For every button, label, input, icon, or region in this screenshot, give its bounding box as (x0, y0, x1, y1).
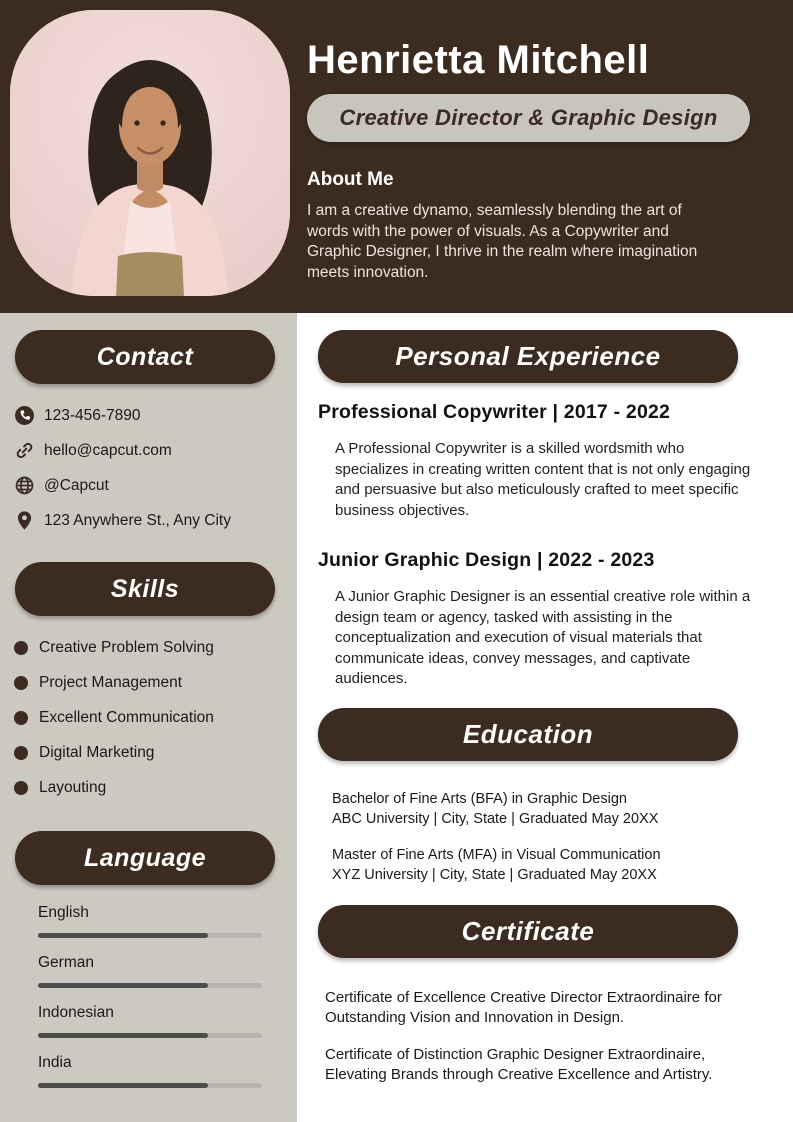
portrait-illustration (10, 10, 290, 296)
job-description-1: A Professional Copywriter is a skilled wordsmith who specializes in creating written content that is not only engaging and persuasive but also meticulously crafted to meet specific business objectives. (335, 440, 751, 519)
location-icon (14, 510, 35, 531)
contact-phone-text: 123-456-7890 (44, 406, 141, 424)
education-item-2 (332, 845, 793, 885)
dot-icon (14, 781, 28, 795)
job-title-label: Creative Director & Graphic Design (339, 105, 718, 130)
job-description-2: A Junior Graphic Designer is an essential creative role within a design team or agency, tasked with assisting in the conceptualization and execution of visual materials that communicate ideas, convey messages, and captivate audiences. (335, 588, 751, 687)
language-progress-track (38, 1033, 262, 1038)
education-school: ABC University | City, State | Graduated May 20XX (332, 810, 659, 827)
language-label: Indonesian (38, 1004, 114, 1021)
language-label: India (38, 1054, 72, 1071)
skills-list (14, 630, 297, 805)
language-item (38, 902, 262, 938)
contact-address-text: 123 Anywhere St., Any City (44, 511, 231, 529)
language-progress-track (38, 1083, 262, 1088)
dot-icon (14, 641, 28, 655)
contact-social-text: @Capcut (44, 476, 109, 494)
job-title-2: Junior Graphic Design | 2022 - 2023 (318, 549, 655, 571)
job-title-badge (307, 94, 750, 142)
skill-label: Layouting (39, 778, 107, 796)
header (0, 0, 793, 313)
certificate-item-2: Certificate of Distinction Graphic Designer Extraordinaire, Elevating Brands through Creative Excellence and Artistry. (325, 1045, 713, 1083)
sidebar (0, 313, 297, 1122)
language-progress-fill (38, 983, 208, 988)
education-item-1 (332, 789, 793, 829)
language-section-header (15, 831, 275, 885)
skill-item (14, 630, 297, 665)
language-progress-track (38, 983, 262, 988)
skill-label: Digital Marketing (39, 743, 155, 761)
dot-icon (14, 746, 28, 760)
skill-item (14, 735, 297, 770)
language-item (38, 1002, 262, 1038)
language-list (38, 902, 262, 1088)
language-progress-track (38, 933, 262, 938)
header-text-block (307, 0, 767, 313)
education-degree: Bachelor of Fine Arts (BFA) in Graphic Design (332, 790, 627, 807)
certificate-item-1: Certificate of Excellence Creative Director Extraordinaire for Outstanding Vision and Innovation in Design. (325, 988, 722, 1026)
language-progress-fill (38, 1033, 208, 1038)
education-degree: Master of Fine Arts (MFA) in Visual Communication (332, 846, 661, 863)
skill-item (14, 770, 297, 805)
education-school: XYZ University | City, State | Graduated May 20XX (332, 866, 657, 883)
education-heading-label: Education (462, 718, 594, 749)
experience-section-header (318, 330, 738, 383)
skills-heading-label: Skills (110, 574, 180, 603)
experience-heading-label: Personal Experience (395, 341, 661, 371)
body (0, 313, 793, 1122)
page-title: Henrietta Mitchell (307, 38, 650, 82)
contact-item-phone (14, 398, 297, 433)
education-section-header (318, 708, 738, 761)
contact-item-social (14, 468, 297, 503)
main-content (297, 313, 793, 1122)
language-item (38, 1052, 262, 1088)
profile-photo (10, 10, 290, 296)
contact-section-header (15, 330, 275, 384)
about-me-heading: About Me (307, 169, 394, 190)
dot-icon (14, 676, 28, 690)
globe-icon (14, 475, 35, 496)
language-label: English (38, 904, 89, 921)
phone-icon (14, 405, 35, 426)
contact-email-text: hello@capcut.com (44, 441, 172, 459)
language-label: German (38, 954, 94, 971)
contact-item-email (14, 433, 297, 468)
contact-item-address (14, 503, 297, 538)
skills-section-header (15, 562, 275, 616)
contact-heading-label: Contact (96, 342, 194, 371)
skill-label: Creative Problem Solving (39, 638, 214, 656)
certificate-section-header (318, 905, 738, 958)
skill-label: Project Management (39, 673, 183, 691)
about-me-text: I am a creative dynamo, seamlessly blending the art of words with the power of visuals. As a Copywriter and Graphic Designer, I thrive in the realm where imagination meets innovation. (307, 202, 698, 281)
certificate-heading-label: Certificate (461, 915, 595, 946)
job-title-1: Professional Copywriter | 2017 - 2022 (318, 401, 671, 423)
language-progress-fill (38, 933, 208, 938)
link-icon (14, 440, 35, 461)
language-heading-label: Language (83, 843, 207, 872)
skill-item (14, 665, 297, 700)
contact-list (14, 398, 297, 538)
skill-label: Excellent Communication (39, 708, 214, 726)
language-item (38, 952, 262, 988)
dot-icon (14, 711, 28, 725)
language-progress-fill (38, 1083, 208, 1088)
skill-item (14, 700, 297, 735)
